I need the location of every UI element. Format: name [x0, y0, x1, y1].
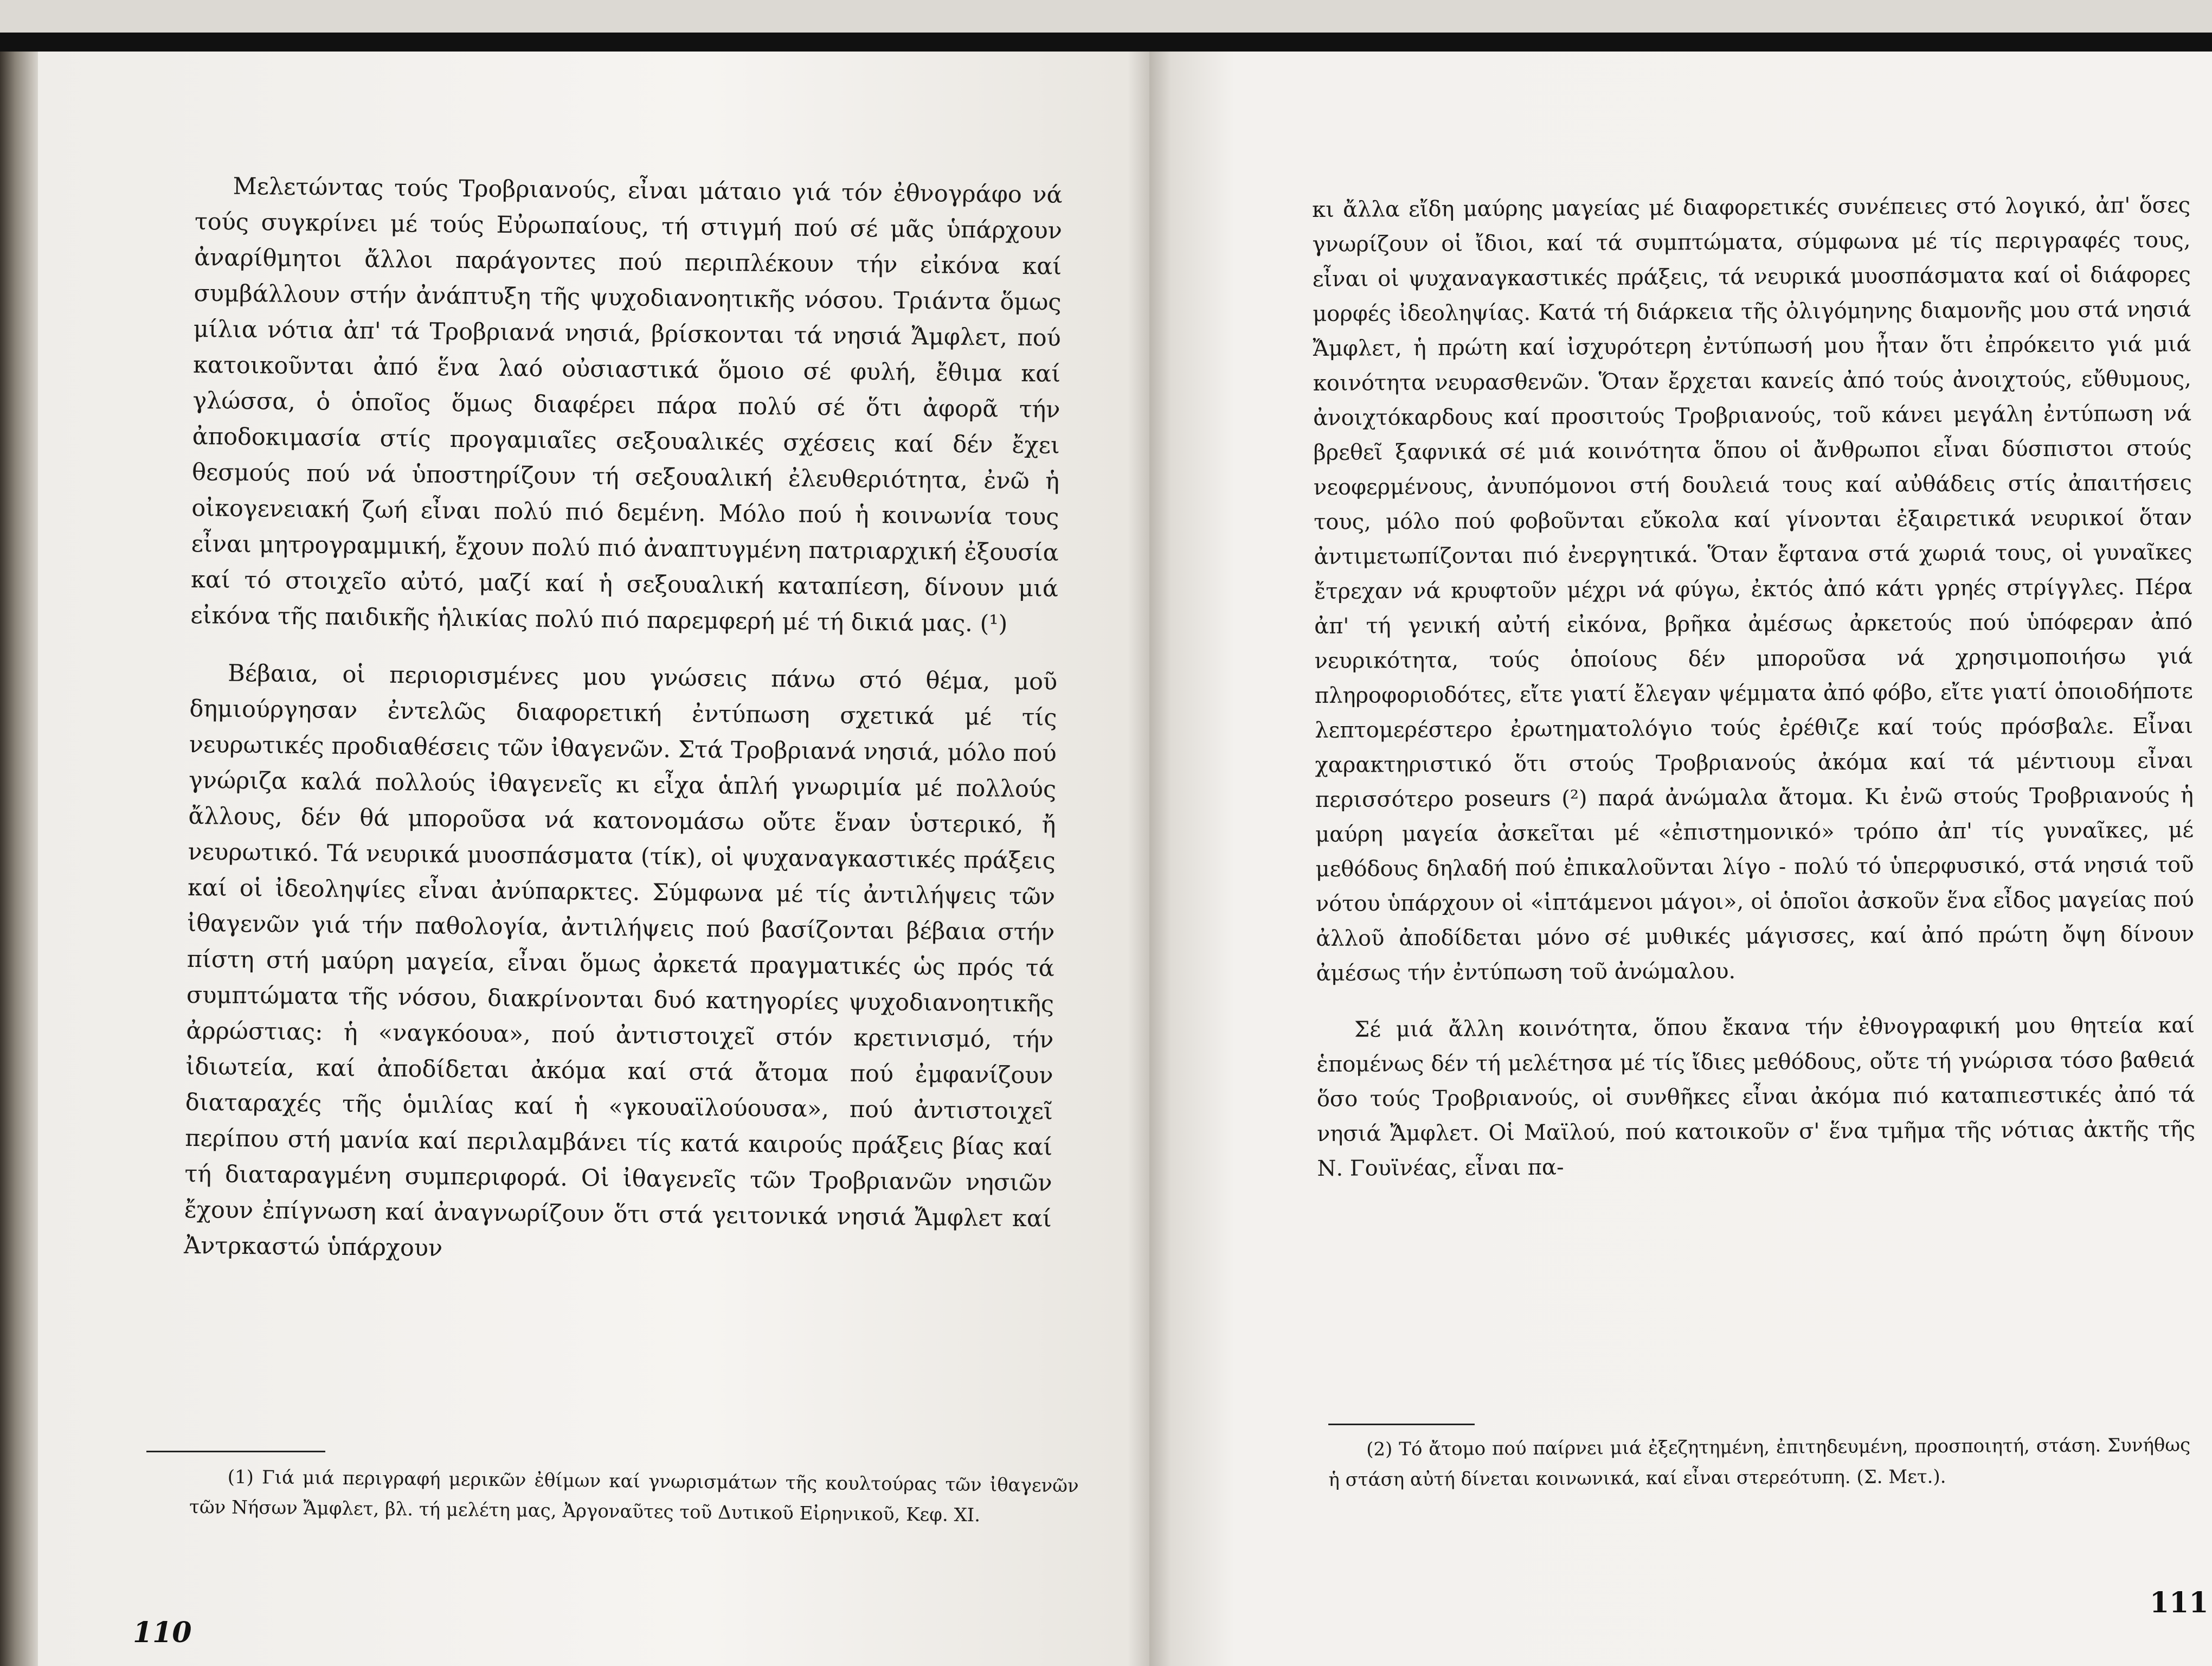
- footnote-2: (2) Τό ἄτομο πού παίρνει μιά ἐξεζητημένη, ἐπιτηδευμένη, προσποιητή, στάση. Συνήθως ἡ στάση αὐτή δίνεται κοινωνικά, καί εἶναι στερεότυπη. (Σ. Μετ.).: [1328, 1434, 2191, 1491]
- left-page-body: [183, 168, 1062, 1295]
- footnote-1: (1) Γιά μιά περιγραφή μερικῶν ἐθίμων καί γνωρισμάτων τῆς κουλτούρας τῶν ἰθαγενῶν τῶν Νήσων Ἄμφλετ, βλ. τή μελέτη μας, Ἀργοναῦτες τοῦ Δυτικοῦ Εἰρηνικοῦ, Κεφ. XI.: [189, 1466, 1079, 1527]
- footnote-rule: [146, 1451, 325, 1452]
- page-number-right: 111: [2150, 1586, 2209, 1619]
- page-number-left: 110: [133, 1616, 192, 1649]
- left-paragraph-2: Βέβαια, οἱ περιορισμένες μου γνώσεις πάνω στό θέμα, μοῦ δημιούργησαν ἐντελῶς διαφορετική ἐντύπωση σχετικά μέ τίς νευρωτικές προδιαθέσεις τῶν ἰθαγενῶν. Στά Τροβριανά νησιά, μόλο πού γνώριζα καλά πολλούς ἰθαγενεῖς κι εἶχα ἁπλή γνωριμία μέ πολλούς ἄλλους, δέν θά μποροῦσα νά κατονομάσω οὔτε ἕναν ὑστερικό, ἤ νευρωτικό. Τά νευρικά μυοσπάσματα (τίκ), οἱ ψυχαναγκαστικές πράξεις καί οἱ ἰδεοληψίες εἶναι ἀνύπαρκτες. Σύμφωνα μέ τίς ἀντιλήψεις τῶν ἰθαγενῶν γιά τήν παθολογία, ἀντιλήψεις πού βασίζονται βέβαια στήν πίστη στή μαύρη μαγεία, εἶναι ὅμως ἀρκετά πραγματικές ὡς πρός τά συμπτώματα τῆς νόσου, διακρίνονται δυό κατηγορίες ψυχοδιανοητικῆς ἀρρώστιας: ἡ «ναγκόουα», πού ἀντιστοιχεῖ στόν κρετινισμό, τήν ἰδιωτεία, καί ἀποδίδεται ἀκόμα καί στά ἄτομα πού ἐμφανίζουν διαταραχές τῆς ὁμιλίας καί ἡ «γκουαϊλούουσα», πού ἀντιστοιχεῖ περίπου στή μανία καί περιλαμβάνει τίς κατά καιρούς πράξεις βίας καί τή διαταραγμένη συμπεριφορά. Οἱ ἰθαγενεῖς τῶν Τροβριανῶν νησιῶν ἔχουν ἐπίγνωση καί ἀναγνωρίζουν ὅτι στά γειτονικά νησιά Ἄμφλετ καί Ἀντρκαστώ ὑπάρχουν: [183, 659, 1058, 1262]
- right-footnote: [1328, 1430, 2191, 1495]
- book-gutter: [1128, 52, 1171, 1666]
- left-paragraph-1: Μελετώντας τούς Τροβριανούς, εἶναι μάταιο γιά τόν ἐθνογράφο νά τούς συγκρίνει μέ τούς Εὐρωπαίους, τή στιγμή πού σέ μᾶς ὑπάρχουν ἀναρίθμητοι ἄλλοι παράγοντες πού περιπλέκουν τήν εἰκόνα καί συμβάλλουν στήν ἀνάπτυξη τῆς ψυχοδιανοητικῆς νόσου. Τριάντα ὅμως μίλια νότια ἀπ' τά Τροβριανά νησιά, βρίσκονται τά νησιά Ἄμφλετ, πού κατοικοῦνται ἀπό ἕνα λαό οὐσιαστικά ὅμοιο σέ φυλή, ἔθιμα καί γλώσσα, ὁ ὁποῖος ὅμως διαφέρει πάρα πολύ σέ ὅτι ἀφορᾶ τήν ἀποδοκιμασία στίς προγαμιαῖες σεξουαλικές σχέσεις καί δέν ἔχει θεσμούς πού νά ὑποστηρίζουν τή σεξουαλική ἐλευθεριότητα, ἐνῶ ἡ οἰκογενειακή ζωή εἶναι πολύ πιό δεμένη. Μόλο πού ἡ κοινωνία τους εἶναι μητρογραμμική, ἔχουν πολύ πιό ἀναπτυγμένη πατριαρχική ἐξουσία καί τό στοιχεῖο αὐτό, μαζί καί ἡ σεξουαλική καταπίεση, δίνουν μιά εἰκόνα τῆς παιδικῆς ἡλικίας πολύ πιό παρεμφερή μέ τή δικιά μας. (¹): [190, 172, 1063, 638]
- open-book: [0, 52, 2212, 1666]
- right-paragraph-2: Σέ μιά ἄλλη κοινότητα, ὅπου ἔκανα τήν ἐθνογραφική μου θητεία καί ἑπομένως δέν τή μελέτησα μέ τίς ἴδιες μεθόδους, οὔτε τή γνώρισα τόσο βαθειά ὅσο τούς Τροβριανούς, οἱ συνθῆκες εἶναι ἀκόμα πιό καταπιεστικές ἀπό τά νησιά Ἄμφλετ. Οἱ Μαϊλού, πού κατοικοῦν σ' ἕνα τμῆμα τῆς νότιας ἀκτῆς τῆς Ν. Γουϊνέας, εἶναι πα-: [1316, 1013, 2196, 1181]
- table-edge: [0, 33, 2212, 54]
- right-paragraph-1: κι ἄλλα εἴδη μαύρης μαγείας μέ διαφορετικές συνέπειες στό λογικό, ἀπ' ὅσες γνωρίζουν οἱ ἴδιοι, καί τά συμπτώματα, σύμφωνα μέ τίς περιγραφές τους, εἶναι οἱ ψυχαναγκαστικές πράξεις, τά νευρικά μυοσπάσματα καί οἱ διάφορες μορφές ἰδεοληψίας. Κατά τή διάρκεια τῆς ὀλιγόμηνης διαμονῆς μου στά νησιά Ἄμφλετ, ἡ πρώτη καί ἰσχυρότερη ἐντύπωσή μου ἦταν ὅτι ἐπρόκειτο γιά μιά κοινότητα νευρασθενῶν. Ὅταν ἔρχεται κανείς ἀπό τούς ἀνοιχτούς, εὔθυμους, ἀνοιχτόκαρδους καί προσιτούς Τροβριανούς, τοῦ κάνει μεγάλη ἐντύπωση νά βρεθεῖ ξαφνικά σέ μιά κοινότητα ὅπου οἱ ἄνθρωποι εἶναι δύσπιστοι στούς νεοφερμένους, ἀνυπόμονοι στή δουλειά τους καί αὐθάδεις στίς ἀπαιτήσεις τους, μόλο πού φοβοῦνται εὔκολα καί γίνονται ἐξαιρετικά νευρικοί ὅταν ἀντιμετωπίζονται πιό ἐνεργητικά. Ὅταν ἔφτανα στά χωριά τους, οἱ γυναῖκες ἔτρεχαν νά κρυφτοῦν μέχρι νά φύγω, ἐκτός ἀπό κάτι γρηές στρίγγλες. Πέρα ἀπ' τή γενική αὐτή εἰκόνα, βρῆκα ἀμέσως ἀρκετούς πού ὑπόφεραν ἀπό νευρικότητα, τούς ὁποίους δέν μποροῦσα νά χρησιμοποιήσω γιά πληροφοριοδότες, εἴτε γιατί ἔλεγαν ψέμματα ἀπό φόβο, εἴτε γιατί ὁποιοδήποτε λεπτομερέστερο ἐρωτηματολόγιο τούς ἐρέθιζε καί τούς πρόσβαλε. Εἶναι χαρακτηριστικό ὅτι στούς Τροβριανούς ἀκόμα καί τά μέντιουμ εἶναι περισσότερο poseurs (²) παρά ἀνώμαλα ἄτομα. Κι ἐνῶ στούς Τροβριανούς ἡ μαύρη μαγεία ἀσκεῖται μέ «ἐπιστημονικό» τρόπο ἀπ' τίς γυναῖκες, μέ μεθόδους δηλαδή πού ἐπικαλοῦνται λίγο - πολύ τό ὑπερφυσικό, στά νησιά τοῦ νότου ὑπάρχουν οἱ «ἱπτάμενοι μάγοι», οἱ ὁποῖοι ἀσκοῦν ἕνα εἶδος μαγείας πού ἀλλοῦ ἀποδίδεται μόνο σέ μυθικές μάγισσες, καί ἀπό πρώτη ὄψη δίνουν ἀμέσως τήν ἐντύπωση τοῦ ἀνώμαλου.: [1312, 193, 2195, 986]
- left-footnote: [189, 1462, 1079, 1532]
- right-page: [1149, 52, 2212, 1666]
- left-page: [38, 52, 1149, 1666]
- background-surface: [0, 0, 2212, 49]
- footnote-rule: [1328, 1424, 1475, 1425]
- right-page-body: [1312, 188, 2196, 1208]
